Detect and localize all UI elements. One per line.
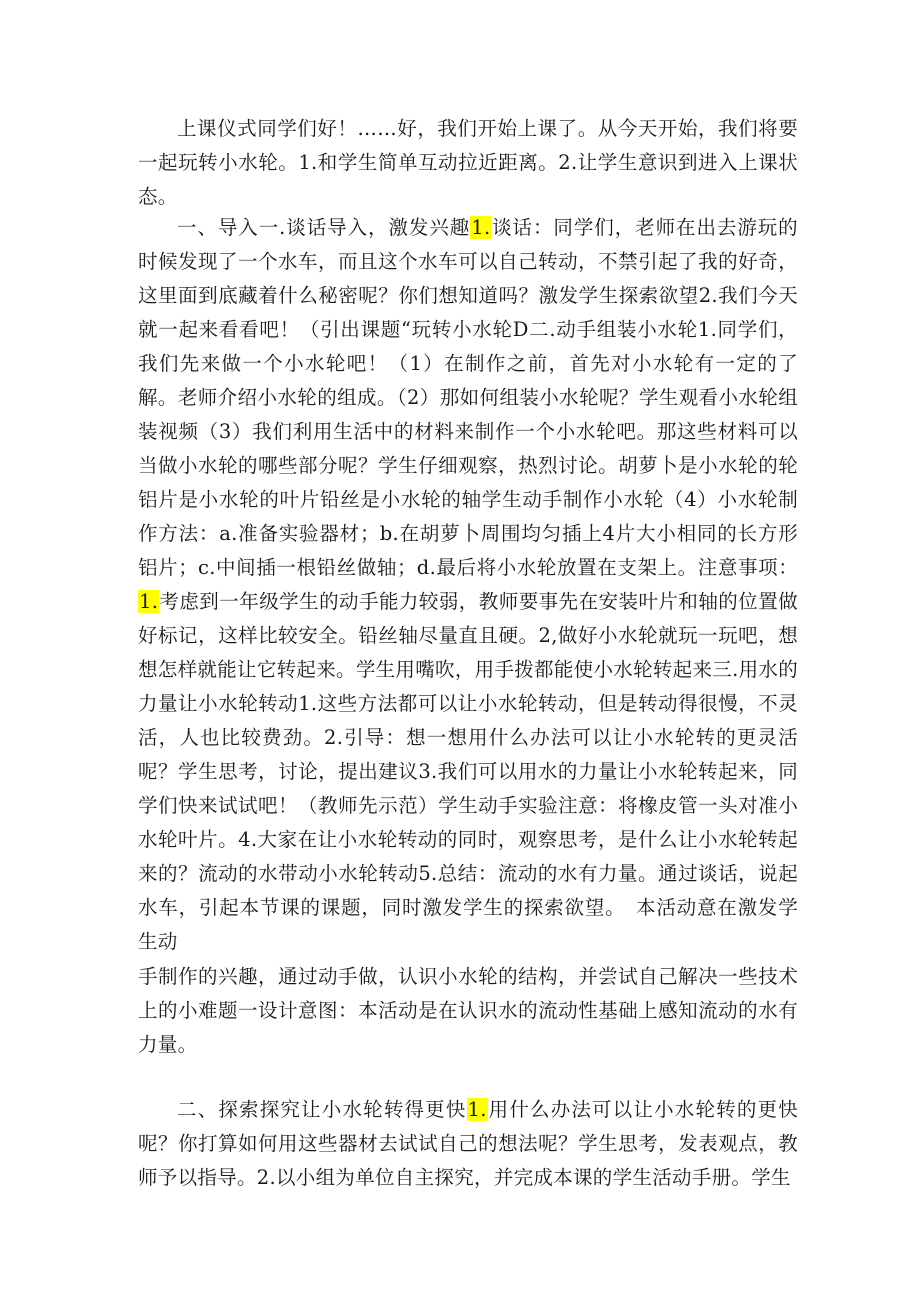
highlight-mark: 1. <box>467 1098 487 1121</box>
paragraph-opening <box>138 112 798 214</box>
exploration-heading-text: 二、探索探究让小水轮转得更快 <box>177 1098 467 1121</box>
paragraph-exploration <box>138 1093 798 1195</box>
paragraph-design-intent <box>138 960 798 1062</box>
intro-body-text: 谈话：同学们，老师在出去游玩的时候发现了一个水车，而且这个水车可以自己转动，不禁引起了我的好奇，这里面到底藏着什么秘密呢？你们想知道吗？激发学生探索欲望2.我们今天就一起来看看吧！（引出课题“玩转小水轮D二.动手组装小水轮1.同学们，我们先来做一个小水轮吧！（1）在制作之前，首先对小水轮有一定的了解。老师介绍小水轮的组成。（2）那如何组装小水轮呢？学生观看小水轮组装视频（3）我们利用生活中的材料来制作一个小水轮吧。那这些材料可以当做小水轮的哪些部分呢？学生仔细观察，热烈讨论。胡萝卜是小水轮的轮铝片是小水轮的叶片铅丝是小水轮的轴学生动手制作小水轮（4）小水轮制作方法：a.准备实验器材；b.在胡萝卜周围均匀插上4片大小相同的长方形铝片；c.中间插一根铅丝做轴；d.最后将小水轮放置在支架上。注意事项： <box>138 216 798 579</box>
intro-notes-text: 考虑到一年级学生的动手能力较弱，教师要事先在安装叶片和轴的位置做好标记，这样比较安全。铅丝轴尽量直且硬。2,做好小水轮就玩一玩吧，想想怎样就能让它转起来。学生用嘴吹，用手拨都能使小水轮转起来三.用水的力量让小水轮转动1.这些方法都可以让小水轮转动，但是转动得很慢，不灵活，人也比较费劲。2.引导：想一想用什么办法可以让小水轮转的更灵活呢？学生思考，讨论，提出建议3.我们可以用水的力量让小水轮转起来，同学们快来试试吧！（教师先示范）学生动手实验注意：将橡皮管一头对准小水轮叶片。4.大家在让小水轮转动的同时，观察思考，是什么让小水轮转起来的？流动的水带动小水轮转动5.总结：流动的水有力量。通过谈话，说起水车，引起本节课的课题，同时激发学生的探索欲望。 本活动意在激发学生动 <box>138 590 798 953</box>
highlight-mark: 1. <box>139 590 159 613</box>
highlight-mark: 1. <box>471 216 491 239</box>
paragraph-opening-text: 上课仪式同学们好！……好，我们开始上课了。从今天开始，我们将要一起玩转小水轮。1.和学生简单互动拉近距离。2.让学生意识到进入上课状态。 <box>138 117 798 208</box>
paragraph-introduction <box>138 211 798 959</box>
intro-heading-text: 一、导入一.谈话导入，激发兴趣 <box>177 216 471 239</box>
exploration-body-text: 用什么办法可以让小水轮转的更快呢？你打算如何用这些器材去试试自己的想法呢？学生思考，发表观点，教师予以指导。2.以小组为单位自主探究，并完成本课的学生活动手册。学生 <box>138 1098 798 1189</box>
design-intent-text: 手制作的兴趣，通过动手做，认识小水轮的结构，并尝试自己解决一些技术上的小难题一设计意图：本活动是在认识水的流动性基础上感知流动的水有力量。 <box>138 965 798 1056</box>
